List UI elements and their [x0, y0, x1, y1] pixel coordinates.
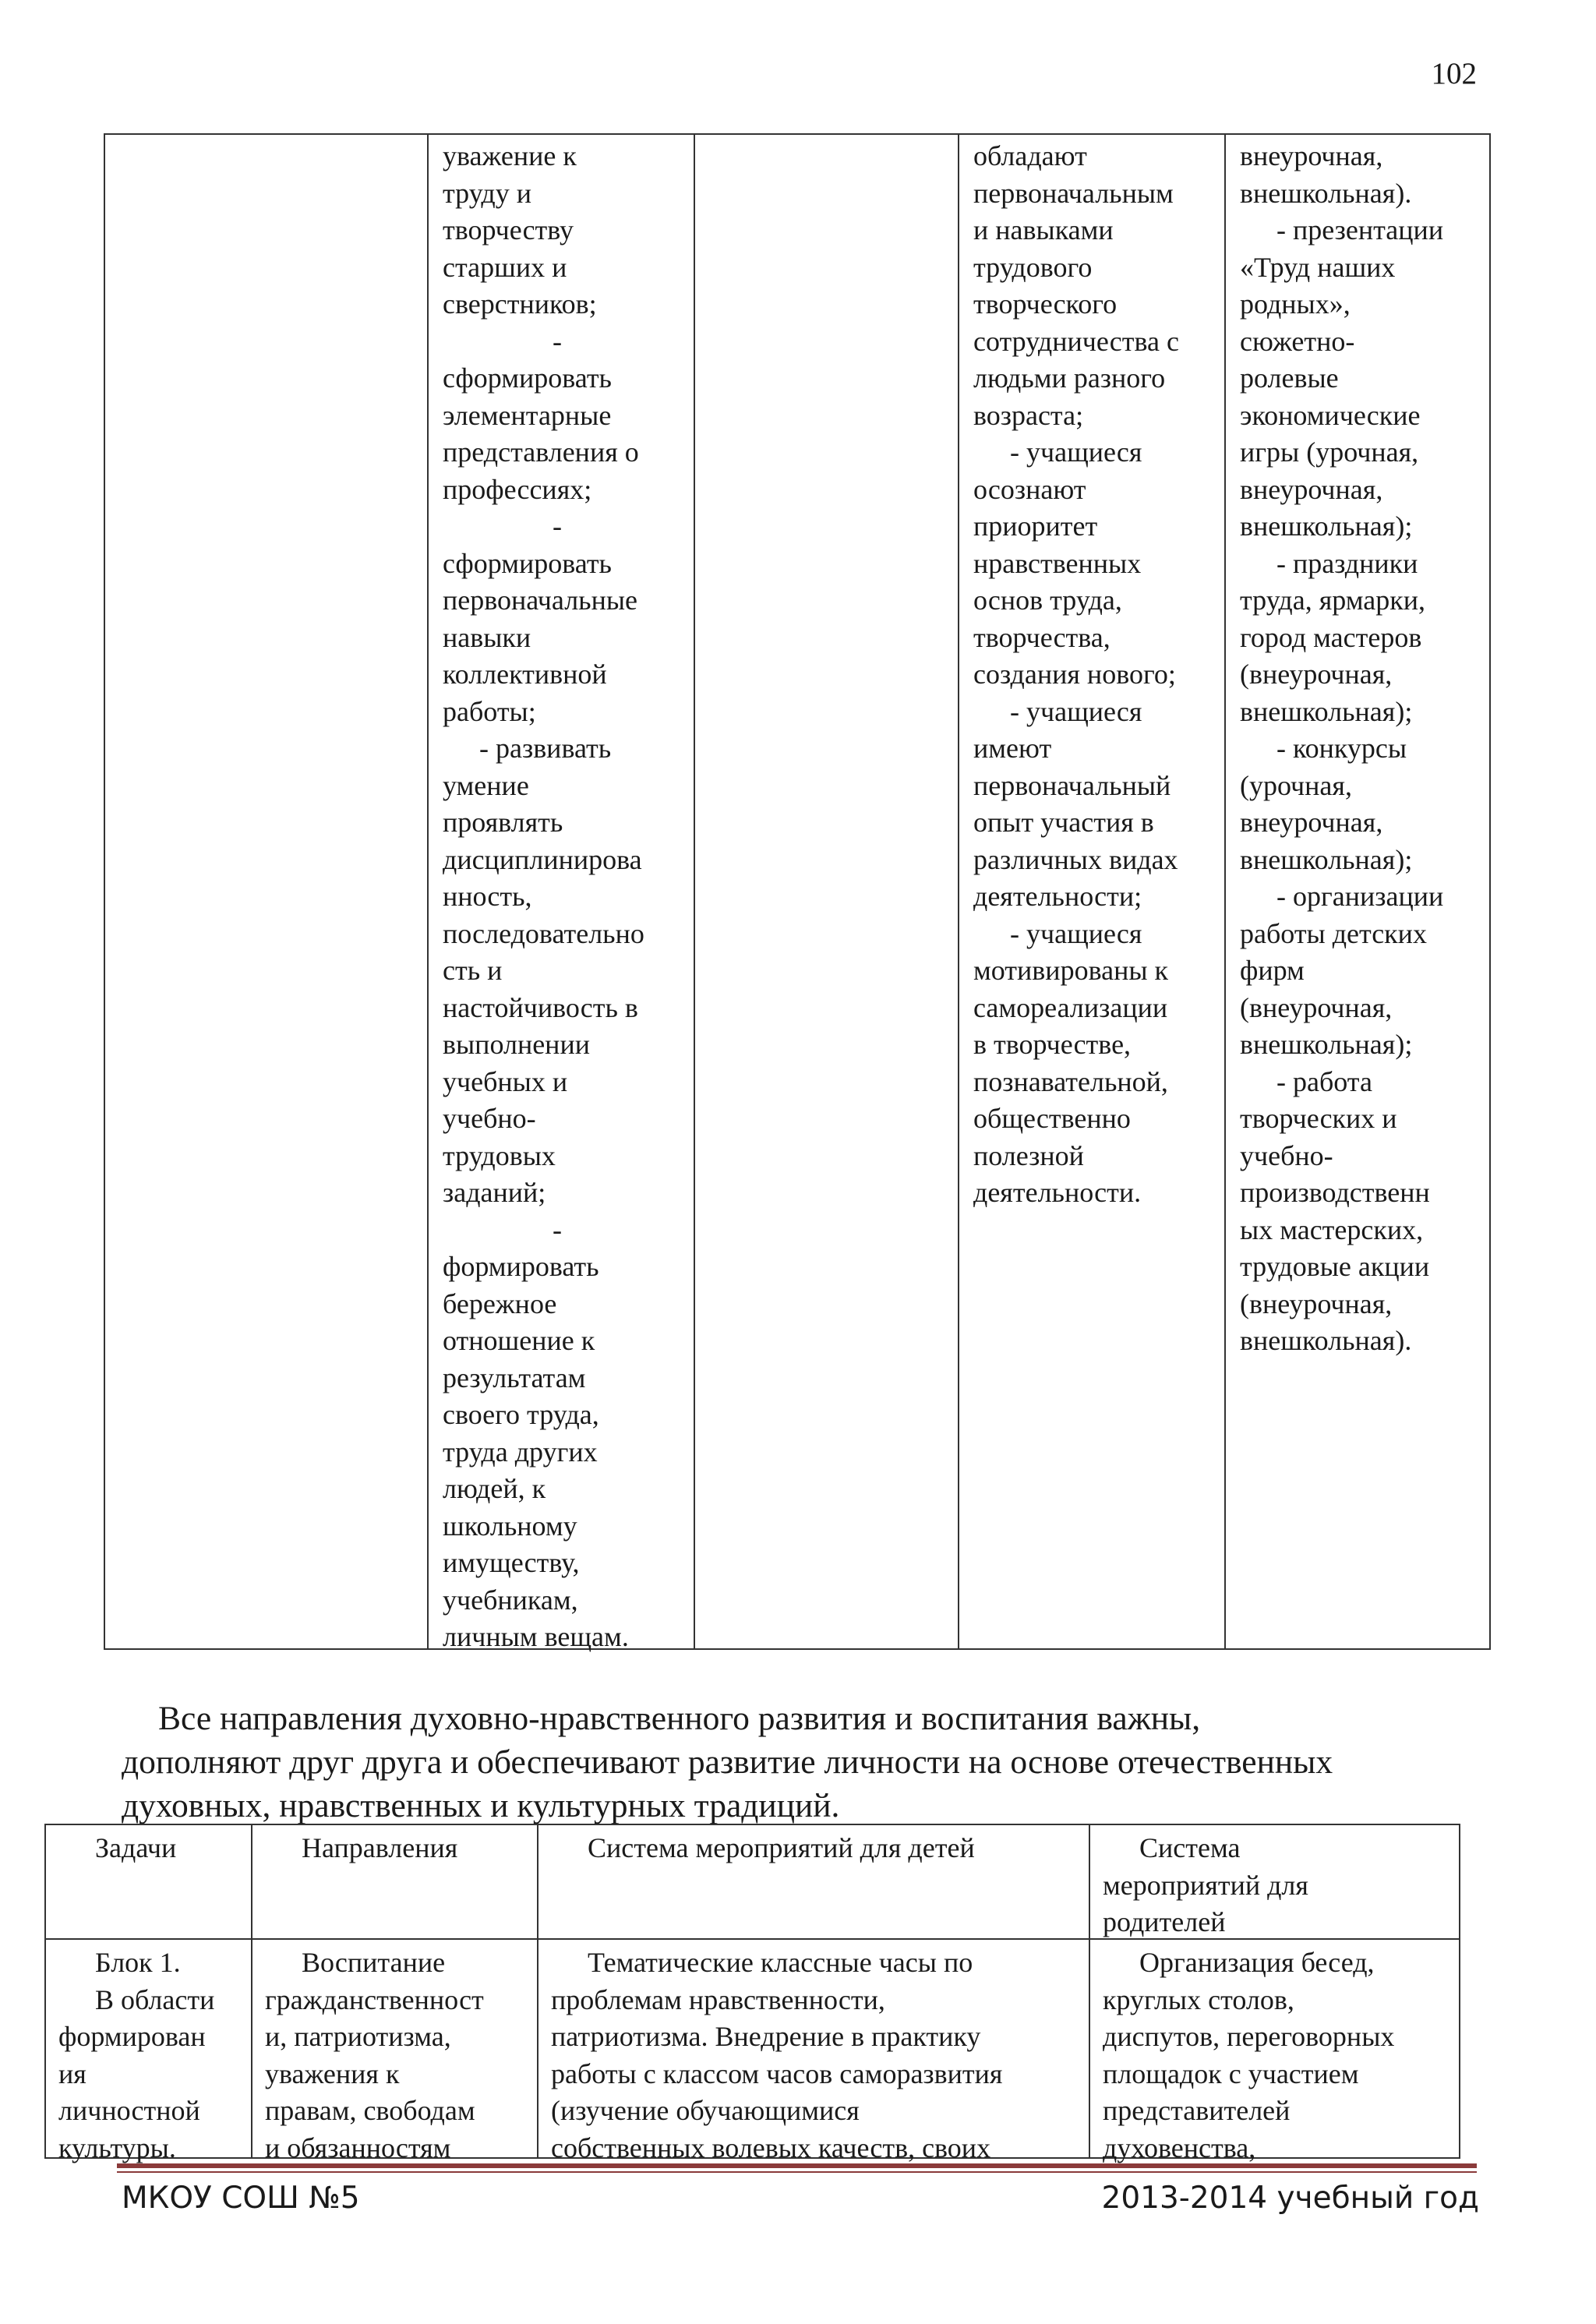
cell-line: трудовых — [443, 1139, 556, 1171]
cell-line: старших и — [443, 251, 567, 283]
cell-line: формировать — [443, 1251, 599, 1282]
cell-line: сотрудничества с — [973, 325, 1179, 357]
cell-line: - — [553, 1213, 562, 1245]
cell-line: внешкольная); — [1240, 843, 1413, 875]
cell-line: - работа — [1276, 1065, 1372, 1097]
header-tasks: Задачи — [95, 1832, 177, 1863]
cell-line: своего труда, — [443, 1399, 599, 1430]
row1-tasks: Блок 1. В области формирован ия личностной культуры. — [58, 1947, 215, 2163]
cell-line: - организации — [1276, 881, 1444, 912]
cell-line: производственн — [1240, 1177, 1430, 1208]
footer-rule — [117, 2163, 1477, 2168]
cell-line: основ труда, — [973, 585, 1122, 616]
cell-line: внешкольная). — [1240, 177, 1412, 209]
cell-line: сформировать — [443, 362, 612, 394]
cell-line: внеурочная, — [1240, 140, 1383, 171]
cell-line: заданий; — [443, 1177, 546, 1208]
cell-line: - — [553, 510, 562, 542]
row1-parents-activities: Организация бесед, круглых столов, диспутов, переговорных площадок с участием представителей духовенства, — [1103, 1947, 1395, 2163]
cell-line: нравственных — [973, 547, 1142, 579]
cell-line: труда, ярмарки, — [1240, 585, 1426, 616]
cell-line: возраста; — [973, 399, 1084, 431]
cell-line: познавательной, — [973, 1065, 1168, 1097]
goals-column — [429, 135, 694, 1652]
cell-line: (внеурочная, — [1240, 991, 1393, 1023]
cell-line: уважение к — [443, 140, 577, 171]
cell-line: деятельности; — [973, 881, 1142, 912]
cell-line: деятельности. — [973, 1177, 1142, 1208]
cell-line: (внеурочная, — [1240, 659, 1393, 690]
footer-rule — [117, 2171, 1477, 2173]
cell-line: первоначальным — [973, 177, 1174, 209]
activities-column — [1226, 135, 1492, 1648]
continuation-table — [104, 133, 1491, 1650]
cell-line: элементарные — [443, 399, 612, 431]
cell-line: личным вещам. — [443, 1621, 629, 1652]
row1-directions: Воспитание гражданственност и, патриотизма, уважения к правам, свободам и обязанностям — [265, 1947, 484, 2163]
footer-school: МКОУ СОШ №5 — [122, 2181, 360, 2216]
results-column — [959, 135, 1226, 1648]
cell-line: и навыками — [973, 214, 1114, 245]
cell-line: в творчестве, — [973, 1029, 1132, 1060]
cell-line: людей, к — [443, 1473, 546, 1504]
cell-line: творческого — [973, 288, 1118, 320]
cell-line: отношение к — [443, 1325, 595, 1356]
cell-line: навыки — [443, 621, 531, 653]
cell-line: полезной — [973, 1139, 1084, 1171]
cell-line: труду и — [443, 177, 532, 209]
cell-line: осознают — [973, 473, 1086, 505]
cell-line: - конкурсы — [1276, 733, 1407, 764]
cell-line: самореализации — [973, 991, 1168, 1023]
cell-line: - учащиеся — [1010, 436, 1142, 468]
cell-line: результатам — [443, 1362, 586, 1393]
cell-line: труда других — [443, 1436, 598, 1468]
cell-line: первоначальные — [443, 585, 638, 616]
cell-line: школьному — [443, 1510, 577, 1542]
cell-line: внешкольная); — [1240, 695, 1413, 727]
cell-line: учебных и — [443, 1065, 568, 1097]
cell-line: трудовые акции — [1240, 1251, 1430, 1282]
cell-line: представления о — [443, 436, 639, 468]
cell-line: сть и — [443, 955, 503, 986]
cell-line: учебно- — [1240, 1139, 1333, 1171]
cell-line: общественно — [973, 1103, 1131, 1134]
cell-line: творчества, — [973, 621, 1110, 653]
cell-line: - учащиеся — [1010, 695, 1142, 727]
cell-line: обладают — [973, 140, 1087, 171]
cell-line: людьми разного — [973, 362, 1166, 394]
cell-line: настойчивость в — [443, 991, 638, 1023]
header-kids-activities: Система мероприятий для детей — [588, 1832, 975, 1863]
cell-line: творчеству — [443, 214, 574, 245]
cell-line: сформировать — [443, 547, 612, 579]
cell-line: экономические — [1240, 399, 1421, 431]
paragraph-line: Все направления духовно-нравственного развития и воспитания важны, — [158, 1700, 1201, 1737]
cell-line: бережное — [443, 1287, 557, 1319]
cell-line: первоначальный — [973, 769, 1171, 801]
cell-line: ролевые — [1240, 362, 1339, 394]
cell-line: создания нового; — [973, 659, 1176, 690]
cell-line: город мастеров — [1240, 621, 1422, 653]
cell-line: - праздники — [1276, 547, 1418, 579]
cell-line: учебникам, — [443, 1584, 578, 1616]
cell-line: работы; — [443, 695, 536, 727]
cell-line: ых мастерских, — [1240, 1213, 1424, 1245]
header-parents-activities: Система мероприятий для родителей — [1103, 1832, 1308, 1937]
cell-line: внешкольная). — [1240, 1325, 1412, 1356]
cell-line: родных», — [1240, 288, 1351, 320]
cell-line: - учащиеся — [1010, 917, 1142, 949]
cell-line: (внеурочная, — [1240, 1287, 1393, 1319]
cell-line: сюжетно- — [1240, 325, 1355, 357]
cell-line: мотивированы к — [973, 955, 1169, 986]
cell-line: выполнении — [443, 1029, 590, 1060]
cell-line: внеурочная, — [1240, 807, 1383, 838]
cell-line: работы детских — [1240, 917, 1427, 949]
cell-line: нность, — [443, 881, 532, 912]
cell-line: различных видах — [973, 843, 1178, 875]
cell-line: - развивать — [479, 733, 612, 764]
cell-line: внешкольная); — [1240, 1029, 1413, 1060]
cell-line: (урочная, — [1240, 769, 1352, 801]
cell-line: умение — [443, 769, 529, 801]
cell-line: профессиях; — [443, 473, 592, 505]
cell-line: творческих и — [1240, 1103, 1397, 1134]
cell-line: игры (урочная, — [1240, 436, 1419, 468]
cell-line: - — [553, 325, 562, 357]
summary-paragraph — [122, 1697, 1493, 1828]
cell-line: приоритет — [973, 510, 1098, 542]
page-number: 102 — [1431, 57, 1477, 90]
cell-line: имуществу, — [443, 1547, 580, 1578]
row1-kids-activities: Тематические классные часы по проблемам нравственности, патриотизма. Внедрение в практику работы с классом часов саморазвития (изучение обучающимися собственных волевых качеств, своих — [551, 1947, 1003, 2163]
paragraph-line: духовных, нравственных и культурных традиций. — [122, 1787, 840, 1824]
cell-line: дисциплинирова — [443, 843, 642, 875]
cell-line: коллективной — [443, 659, 607, 690]
cell-line: «Труд наших — [1240, 251, 1396, 283]
header-directions: Направления — [302, 1832, 458, 1863]
cell-line: - презентации — [1276, 214, 1444, 245]
cell-line: последовательно — [443, 917, 644, 949]
cell-line: учебно- — [443, 1103, 536, 1134]
cell-line: трудового — [973, 251, 1093, 283]
cell-line: фирм — [1240, 955, 1305, 986]
cell-line: проявлять — [443, 807, 563, 838]
activities-table — [44, 1824, 1460, 2163]
cell-line: опыт участия в — [973, 807, 1154, 838]
cell-line: внешкольная); — [1240, 510, 1413, 542]
cell-line: сверстников; — [443, 288, 597, 320]
cell-line: имеют — [973, 733, 1052, 764]
paragraph-line: дополняют друг друга и обеспечивают развитие личности на основе отечественных — [122, 1743, 1333, 1781]
cell-line: внеурочная, — [1240, 473, 1383, 505]
footer-year: 2013-2014 учебный год — [1101, 2181, 1479, 2216]
table-divider — [694, 135, 695, 1648]
